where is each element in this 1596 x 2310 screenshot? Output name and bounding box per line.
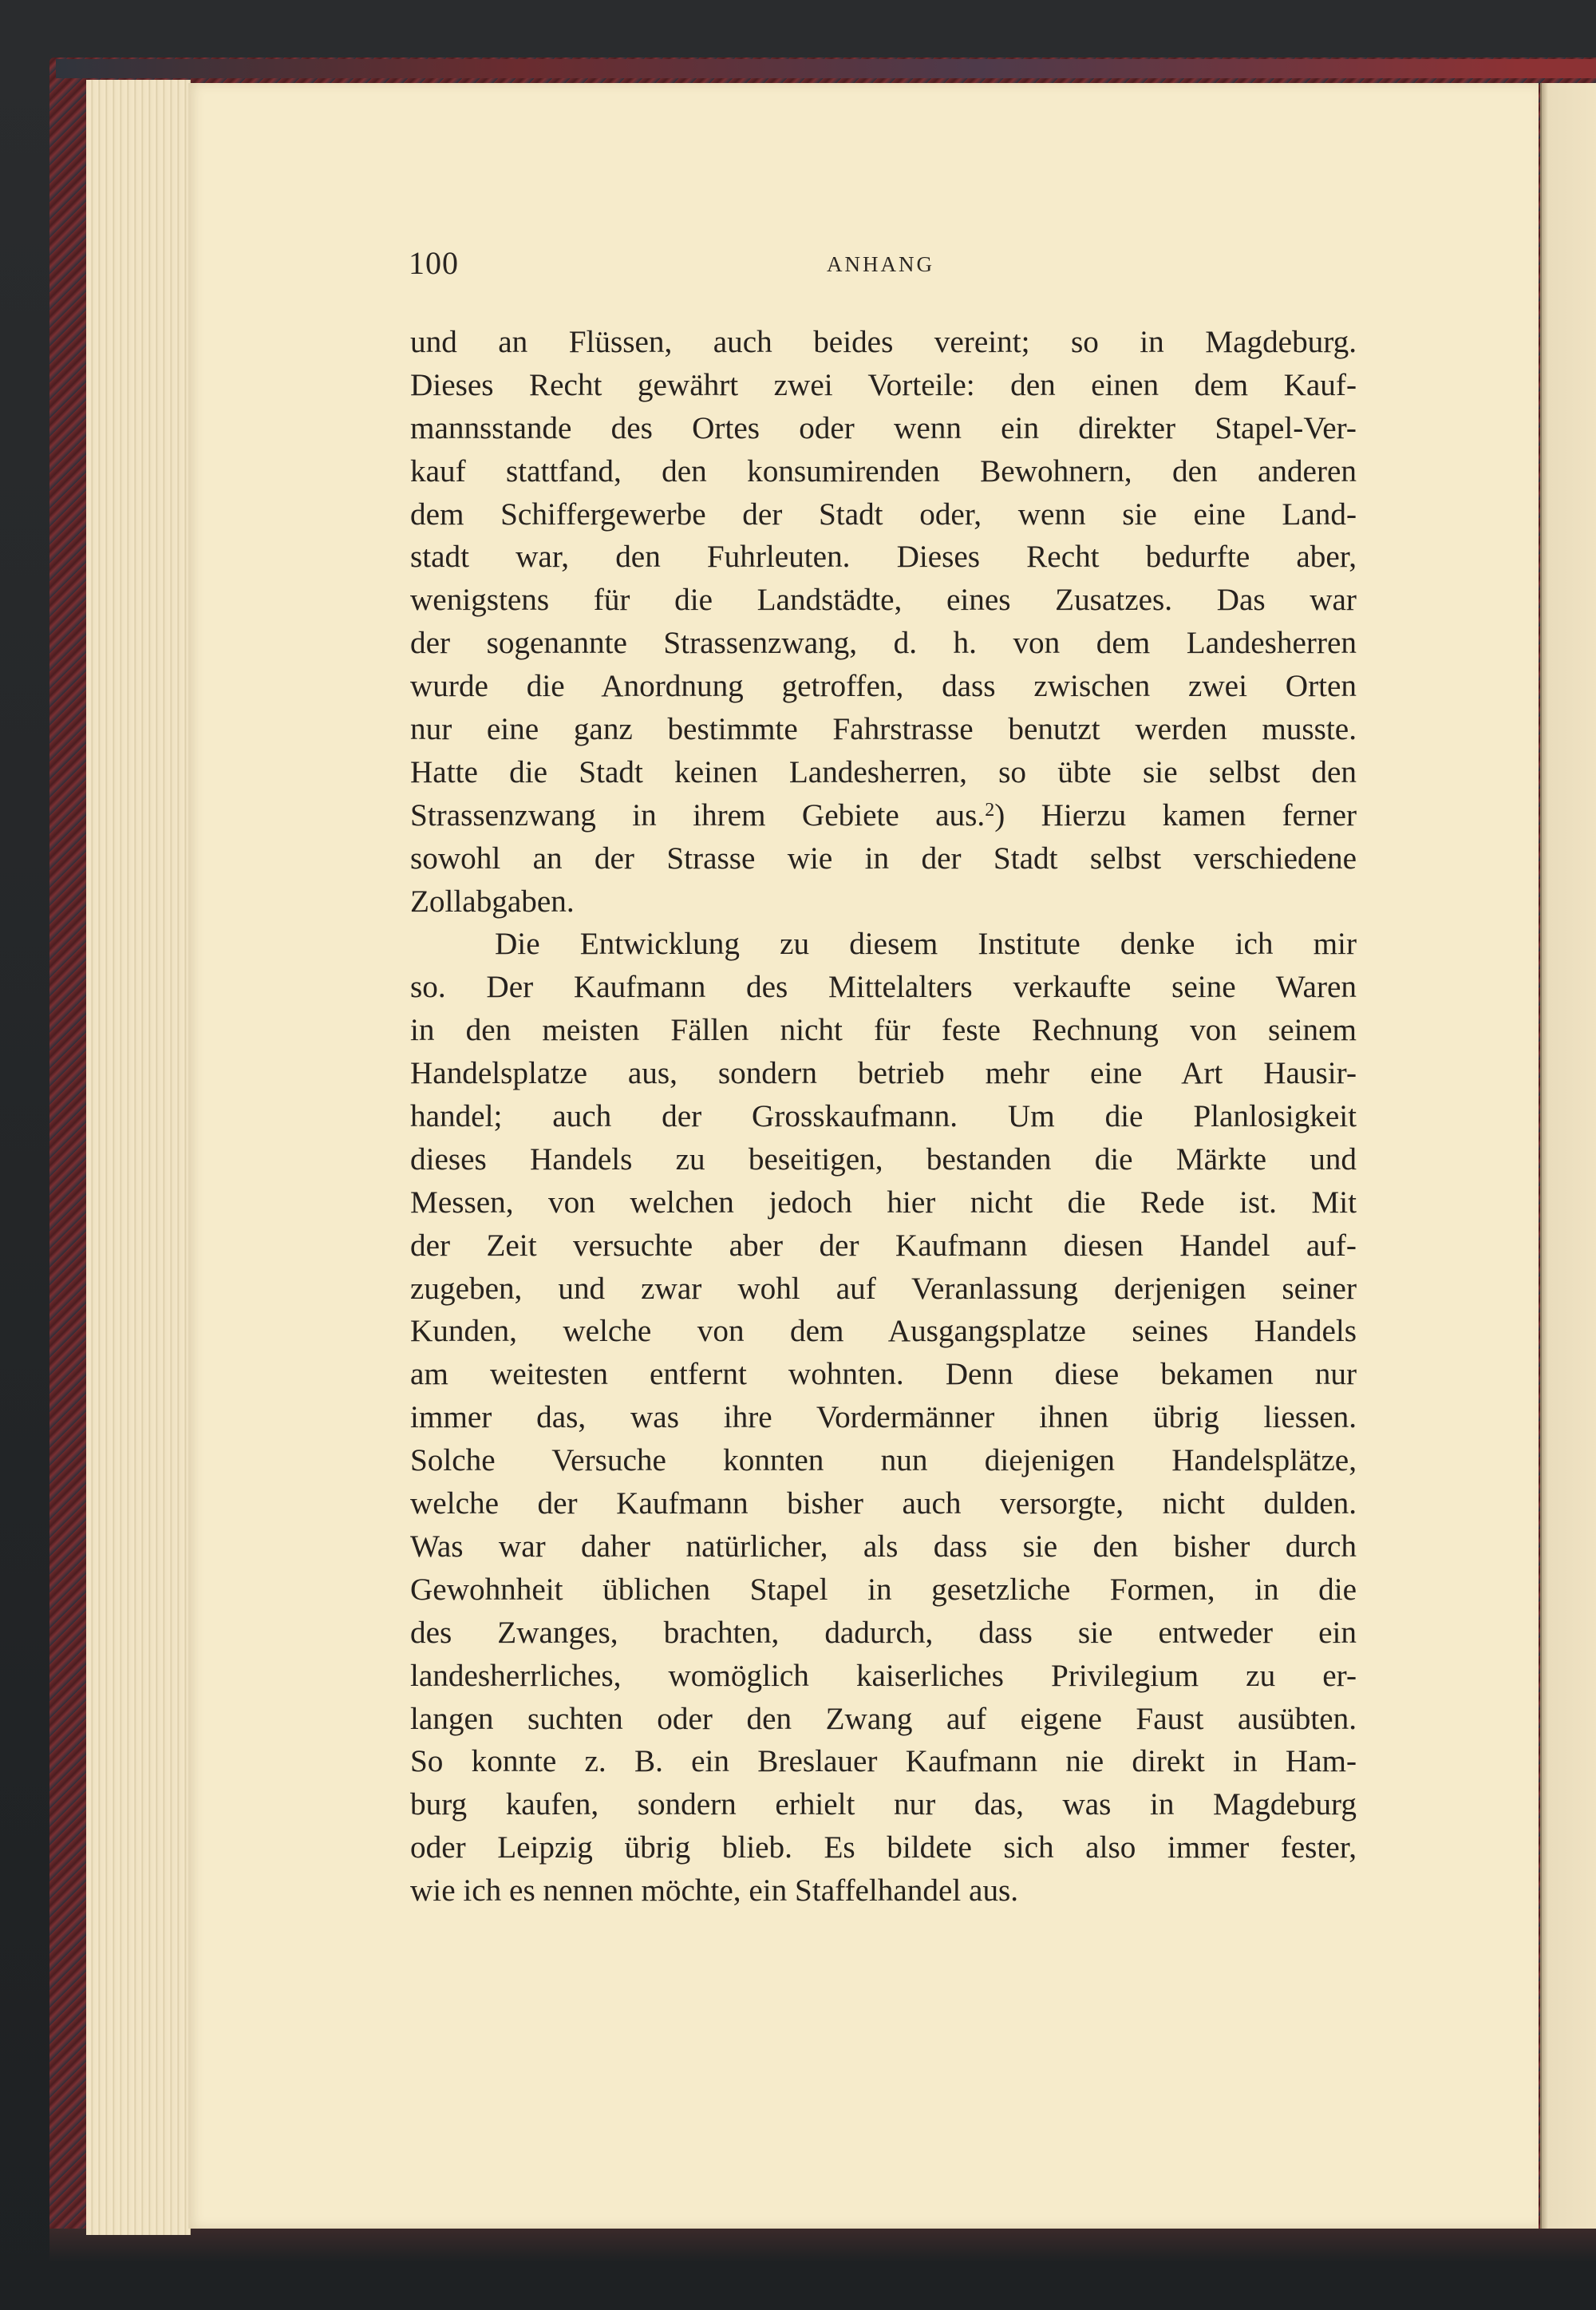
text-line: wenigstens für die Landstädte, eines Zusatzes. Das war [410,583,1357,618]
text-line: mannsstande des Ortes oder wenn ein direkter Stapel-Ver- [410,410,1357,445]
paragraph-start-line: Die Entwicklung zu diesem Institute denke ich mir [495,927,1357,962]
text-line: Kunden, welche von dem Ausgangsplatze seines Handels [410,1314,1357,1349]
text-line: dem Schiffergewerbe der Stadt oder, wenn sie eine Land- [410,496,1357,532]
text-line: Solche Versuche konnten nun diejenigen Handelsplätze, [410,1443,1357,1478]
text-line: in den meisten Fällen nicht für feste Rechnung von seinem [410,1013,1357,1048]
text-line: handel; auch der Grosskaufmann. Um die Planlosigkeit [410,1099,1357,1134]
text-line: Handelsplatze aus, sondern betrieb mehr eine Art Hausir- [410,1056,1357,1091]
text-line: sowohl an der Strasse wie in der Stadt selbst verschiedene [410,841,1357,876]
body-text [410,321,1357,1912]
text-line: oder Leipzig übrig blieb. Es bildete sich also immer fester, [410,1830,1357,1865]
text-line: So konnte z. B. ein Breslauer Kaufmann nie direkt in Ham- [410,1744,1357,1779]
paragraph-end-line: Zollabgaben. [410,884,575,919]
paragraph-end-line: wie ich es nennen möchte, ein Staffelhandel aus. [410,1873,1019,1909]
text-line-with-footnote [410,794,1357,837]
running-head: ANHANG [827,252,934,276]
text-line: dieses Handels zu beseitigen, bestanden die Märkte und [410,1141,1357,1177]
text-line: und an Flüssen, auch beides vereint; so in Magdeburg. [410,325,1357,359]
page-stack-edges [86,80,191,2235]
text-line: Hatte die Stadt keinen Landesherren, so übte sie selbst den [410,754,1357,789]
text-line: burg kaufen, sondern erhielt nur das, was in Magdeburg [410,1787,1357,1822]
text-span: Strassenzwang in ihrem Gebiete aus. [410,797,986,833]
text-line: kauf stattfand, den konsumirenden Bewohnern, den anderen [410,453,1357,489]
text-line: des Zwanges, brachten, dadurch, dass sie entweder ein [410,1615,1357,1650]
footnote-marker: 2 [985,799,995,821]
text-line: zugeben, und zwar wohl auf Veranlassung derjenigen seiner [410,1271,1357,1306]
text-line: wurde die Anordnung getroffen, dass zwischen zwei Orten [410,669,1357,704]
text-line: immer das, was ihre Vordermänner ihnen übrig liessen. [410,1400,1357,1435]
text-line: der Zeit versuchte aber der Kaufmann diesen Handel auf- [410,1228,1357,1263]
text-line: am weitesten entfernt wohnten. Denn diese bekamen nur [410,1357,1357,1392]
text-line: Dieses Recht gewährt zwei Vorteile: den einen dem Kauf- [410,367,1357,402]
text-span: ) Hierzu kamen ferner [994,797,1357,833]
text-line: landesherrliches, womöglich kaiserliches Privilegium zu er- [410,1658,1357,1693]
text-line: Messen, von welchen jedoch hier nicht die Rede ist. Mit [410,1185,1357,1220]
text-line: so. Der Kaufmann des Mittelalters verkaufte seine Waren [410,970,1357,1005]
text-line: nur eine ganz bestimmte Fahrstrasse benutzt werden musste. [410,712,1357,747]
text-line: Was war daher natürlicher, als dass sie den bisher durch [410,1529,1357,1564]
facing-page-edge [1540,83,1596,2229]
text-line: langen suchten oder den Zwang auf eigene Faust ausübten. [410,1701,1357,1736]
book-cover-edge [56,59,1596,78]
text-line: stadt war, den Fuhrleuten. Dieses Recht bedurfte aber, [410,540,1357,575]
page-number: 100 [409,245,459,281]
text-line: der sogenannte Strassenzwang, d. h. von dem Landesherren [410,626,1357,661]
text-line: Gewohnheit üblichen Stapel in gesetzliche Formen, in die [410,1572,1357,1607]
text-line: welche der Kaufmann bisher auch versorgte, nicht dulden. [410,1486,1357,1521]
book-bottom-edge [49,2229,1596,2262]
